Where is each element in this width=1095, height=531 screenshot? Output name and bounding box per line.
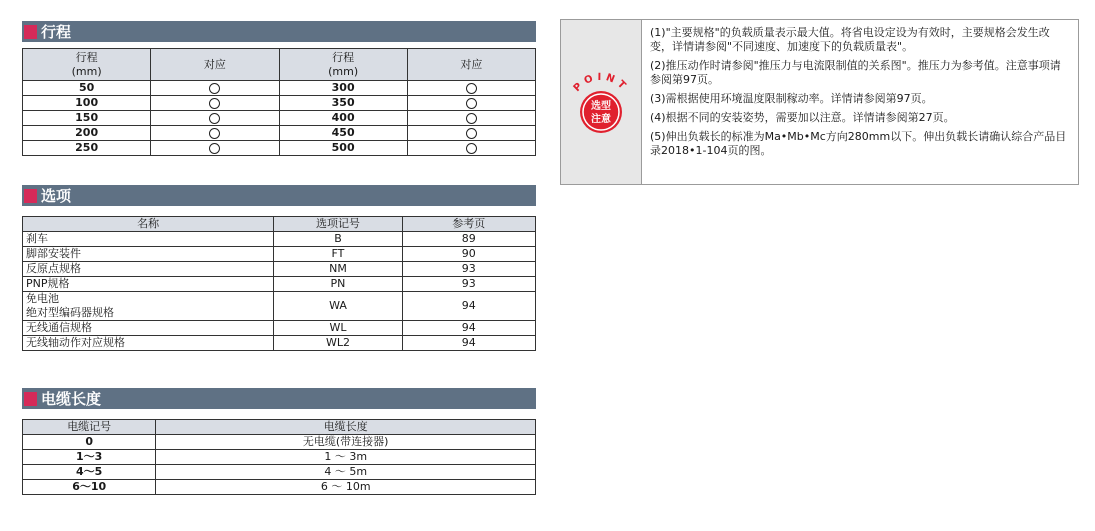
option-page: 89 bbox=[402, 232, 535, 247]
cable-col-code: 电缆记号 bbox=[23, 420, 156, 435]
options-header-row bbox=[23, 217, 536, 232]
cable-table bbox=[22, 419, 536, 495]
stroke-title: 行程 bbox=[41, 23, 72, 41]
stroke-value: 400 bbox=[279, 111, 407, 126]
stroke-col-stroke-2: 行程 (mm) bbox=[279, 49, 407, 81]
stroke-col-support-1: 对应 bbox=[151, 49, 279, 81]
point-note-4: (4)根据不同的安装姿势，需要加以注意。详情请参阅第27页。 bbox=[650, 111, 955, 124]
table-row bbox=[23, 232, 536, 247]
stroke-header-row bbox=[23, 49, 536, 81]
stroke-value: 50 bbox=[23, 81, 151, 96]
stroke-value: 250 bbox=[23, 141, 151, 156]
point-caution-box bbox=[560, 19, 1079, 185]
support-circle-icon bbox=[466, 98, 477, 109]
option-code: WA bbox=[274, 292, 402, 321]
support-circle-icon bbox=[209, 98, 220, 109]
support-circle-icon bbox=[466, 113, 477, 124]
cable-header-row bbox=[23, 420, 536, 435]
support-mark bbox=[151, 96, 279, 111]
option-name: 免电池 绝对型编码器规格 bbox=[23, 292, 274, 321]
support-mark bbox=[151, 126, 279, 141]
stroke-value: 100 bbox=[23, 96, 151, 111]
table-row bbox=[23, 277, 536, 292]
cable-length: 4 ～ 5m bbox=[156, 465, 536, 480]
support-circle-icon bbox=[209, 113, 220, 124]
table-row bbox=[23, 262, 536, 277]
table-row bbox=[23, 81, 536, 96]
table-row bbox=[23, 96, 536, 111]
point-note-5: (5)伸出负载长的标准为Ma•Mb•Mc方向280mm以下。伸出负载长请确认综合产品目录2018•1-104页的图。 bbox=[650, 130, 1067, 157]
section-marker bbox=[24, 25, 37, 39]
support-circle-icon bbox=[209, 83, 220, 94]
cable-code: 1～3 bbox=[23, 450, 156, 465]
options-col-code: 选项记号 bbox=[274, 217, 402, 232]
point-badge-panel bbox=[561, 20, 642, 184]
support-mark bbox=[151, 111, 279, 126]
stroke-value: 200 bbox=[23, 126, 151, 141]
option-name: 无线轴动作对应规格 bbox=[23, 336, 274, 351]
option-page: 93 bbox=[402, 277, 535, 292]
point-note-1: (1)"主要规格"的负载质量表示最大值。将省电设定设为有效时，主要规格会发生改变，详情请参阅"不同速度、加速度下的负载质量表"。 bbox=[650, 26, 1050, 53]
cable-length: 无电缆(带连接器) bbox=[156, 435, 536, 450]
support-circle-icon bbox=[209, 143, 220, 154]
point-note-3: (3)需根据使用环境温度限制稼动率。详情请参阅第97页。 bbox=[650, 92, 933, 105]
stroke-section-header bbox=[22, 21, 536, 42]
cable-code: 0 bbox=[23, 435, 156, 450]
support-mark bbox=[407, 111, 535, 126]
cable-code: 4～5 bbox=[23, 465, 156, 480]
stroke-value: 300 bbox=[279, 81, 407, 96]
cable-section-header bbox=[22, 388, 536, 409]
cable-col-length: 电缆长度 bbox=[156, 420, 536, 435]
option-code: B bbox=[274, 232, 402, 247]
option-page: 90 bbox=[402, 247, 535, 262]
options-title: 选项 bbox=[41, 187, 72, 205]
table-row bbox=[23, 247, 536, 262]
option-name: 脚部安装件 bbox=[23, 247, 274, 262]
support-mark bbox=[407, 126, 535, 141]
option-code: PN bbox=[274, 277, 402, 292]
table-row bbox=[23, 321, 536, 336]
cable-length: 1 ～ 3m bbox=[156, 450, 536, 465]
section-marker bbox=[24, 189, 37, 203]
table-row bbox=[23, 292, 536, 321]
support-mark bbox=[151, 141, 279, 156]
table-row bbox=[23, 336, 536, 351]
option-name: 刹车 bbox=[23, 232, 274, 247]
table-row bbox=[23, 480, 536, 495]
point-badge-icon bbox=[561, 52, 641, 152]
option-code: NM bbox=[274, 262, 402, 277]
point-note-2: (2)推压动作时请参阅"推压力与电流限制值的关系图"。推压力为参考值。注意事项请参阅第97页。 bbox=[650, 59, 1061, 86]
table-row bbox=[23, 111, 536, 126]
svg-text:选型: 选型 bbox=[591, 101, 611, 112]
support-circle-icon bbox=[209, 128, 220, 139]
stroke-value: 350 bbox=[279, 96, 407, 111]
options-col-name: 名称 bbox=[23, 217, 274, 232]
option-code: FT bbox=[274, 247, 402, 262]
cable-length: 6 ～ 10m bbox=[156, 480, 536, 495]
options-table bbox=[22, 216, 536, 351]
point-notes bbox=[642, 20, 1078, 184]
option-code: WL bbox=[274, 321, 402, 336]
table-row bbox=[23, 126, 536, 141]
option-name: PNP规格 bbox=[23, 277, 274, 292]
cable-code: 6～10 bbox=[23, 480, 156, 495]
svg-text:注意: 注意 bbox=[591, 114, 611, 125]
support-mark bbox=[151, 81, 279, 96]
option-page: 94 bbox=[402, 321, 535, 336]
options-col-page: 参考页 bbox=[402, 217, 535, 232]
option-page: 94 bbox=[402, 336, 535, 351]
option-name: 无线通信规格 bbox=[23, 321, 274, 336]
stroke-col-stroke-1: 行程 (mm) bbox=[23, 49, 151, 81]
table-row bbox=[23, 465, 536, 480]
svg-text:POINT: POINT bbox=[571, 71, 631, 95]
option-code: WL2 bbox=[274, 336, 402, 351]
stroke-value: 500 bbox=[279, 141, 407, 156]
support-circle-icon bbox=[466, 143, 477, 154]
support-circle-icon bbox=[466, 83, 477, 94]
option-page: 94 bbox=[402, 292, 535, 321]
option-name: 反原点规格 bbox=[23, 262, 274, 277]
support-circle-icon bbox=[466, 128, 477, 139]
options-section-header bbox=[22, 185, 536, 206]
table-row bbox=[23, 435, 536, 450]
stroke-table bbox=[22, 48, 536, 156]
stroke-value: 450 bbox=[279, 126, 407, 141]
support-mark bbox=[407, 81, 535, 96]
cable-title: 电缆长度 bbox=[41, 390, 102, 408]
table-row bbox=[23, 141, 536, 156]
option-page: 93 bbox=[402, 262, 535, 277]
support-mark bbox=[407, 141, 535, 156]
stroke-col-support-2: 对应 bbox=[407, 49, 535, 81]
section-marker bbox=[24, 392, 37, 406]
stroke-value: 150 bbox=[23, 111, 151, 126]
support-mark bbox=[407, 96, 535, 111]
table-row bbox=[23, 450, 536, 465]
